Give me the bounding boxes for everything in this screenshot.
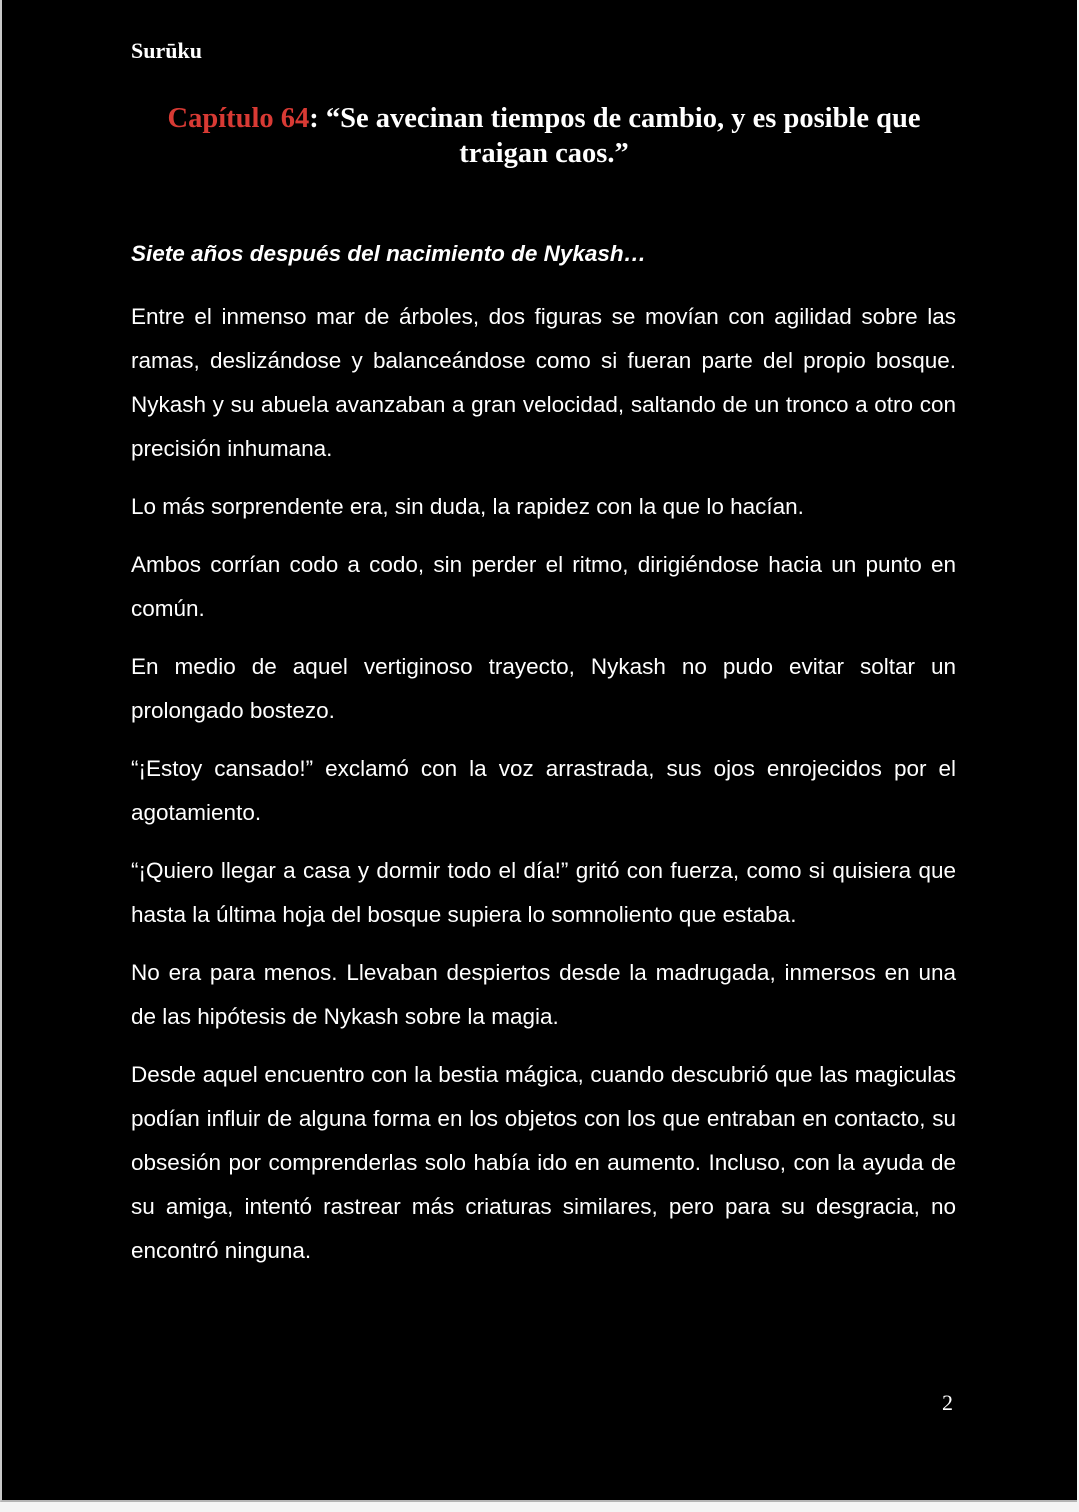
body-text [131, 295, 956, 1287]
paragraph: Lo más sorprendente era, sin duda, la rapidez con la que lo hacían. [131, 494, 804, 519]
section-subtitle: Siete años después del nacimiento de Nykash… [131, 241, 647, 266]
paragraph: Desde aquel encuentro con la bestia mágica, cuando descubrió que las magiculas podían influir de alguna forma en los objetos con los que entraban en contacto, su obsesión por comprenderlas solo había ido en aumento. Incluso, con la ayuda de su amiga, intentó rastrear más criaturas similares, pero para su desgracia, no encontró ninguna. [131, 1062, 956, 1263]
page-number: 2 [942, 1390, 953, 1415]
paragraph: En medio de aquel vertiginoso trayecto, Nykash no pudo evitar soltar un prolongado bostezo. [131, 654, 956, 723]
paragraph: Entre el inmenso mar de árboles, dos figuras se movían con agilidad sobre las ramas, deslizándose y balanceándose como si fueran parte del propio bosque. Nykash y su abuela avanzaban a gran velocidad, saltando de un tronco a otro con precisión inhumana. [131, 304, 956, 461]
chapter-title [131, 101, 957, 171]
chapter-label: Capítulo 64 [167, 103, 310, 134]
chapter-separator: : [309, 103, 326, 134]
paragraph: “¡Estoy cansado!” exclamó con la voz arrastrada, sus ojos enrojecidos por el agotamiento. [131, 756, 956, 825]
paragraph: “¡Quiero llegar a casa y dormir todo el día!” gritó con fuerza, como si quisiera que hasta la última hoja del bosque supiera lo somnoliento que estaba. [131, 858, 956, 927]
running-header: Surūku [131, 38, 202, 63]
paragraph: No era para menos. Llevaban despiertos desde la madrugada, inmersos en una de las hipótesis de Nykash sobre la magia. [131, 960, 956, 1029]
chapter-title-text: “Se avecinan tiempos de cambio, y es posible que traigan caos.” [325, 103, 921, 169]
paragraph: Ambos corrían codo a codo, sin perder el ritmo, dirigiéndose hacia un punto en común. [131, 552, 956, 621]
